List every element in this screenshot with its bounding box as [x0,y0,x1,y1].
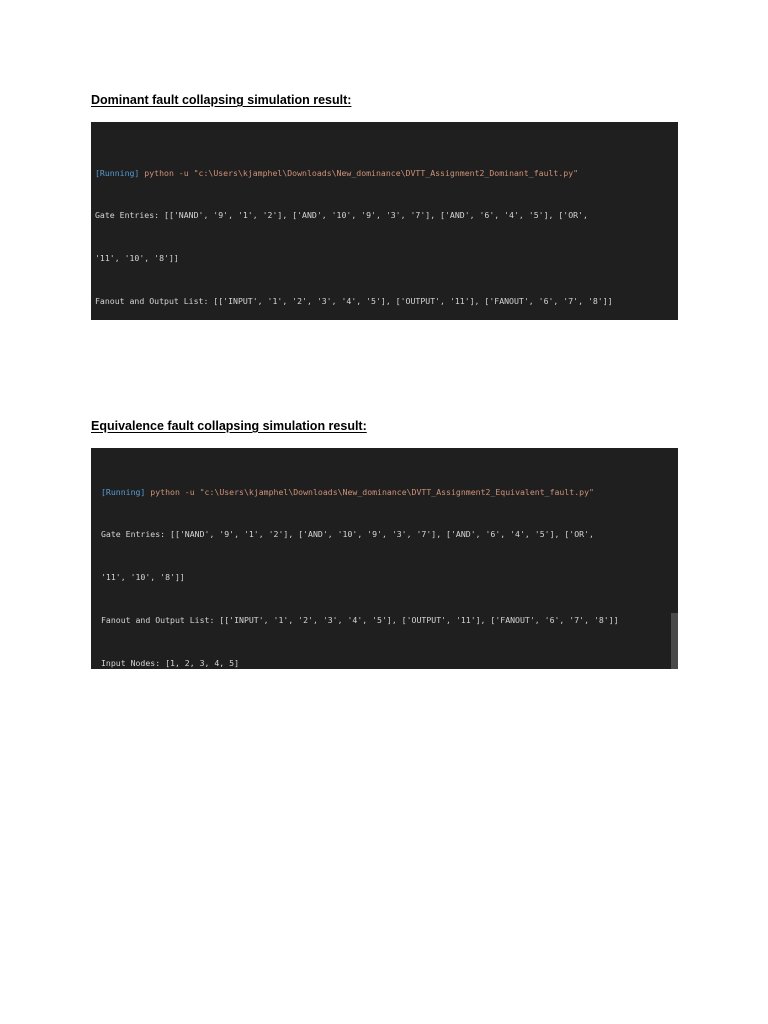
equivalence-terminal-text [91,448,678,669]
run-command: python -u "c:\Users\kjamphel\Downloads\New_dominance\DVTT_Assignment2_Equivalent_fault.py" [145,486,594,497]
dominant-section-heading: Dominant fault collapsing simulation result: [91,93,352,107]
output-line: Fanout and Output List: [['INPUT', '1', '2', '3', '4', '5'], ['OUTPUT', '11'], ['FANOUT', '6', '7', '8']] [101,615,619,626]
run-command: python -u "c:\Users\kjamphel\Downloads\New_dominance\DVTT_Assignment2_Dominant_fault.py" [139,167,579,178]
output-line: Gate Entries: [['NAND', '9', '1', '2'], ['AND', '10', '9', '3', '7'], ['AND', '6', '4', '5'], ['OR', [101,529,594,540]
output-line: Gate Entries: [['NAND', '9', '1', '2'], ['AND', '10', '9', '3', '7'], ['AND', '6', '4', '5'], ['OR', [95,210,588,221]
output-line: '11', '10', '8']] [95,253,179,264]
equivalence-terminal-output [91,448,678,669]
terminal-scrollbar[interactable] [671,613,678,669]
running-line [101,485,678,499]
running-tag: [Running] [95,167,140,178]
running-line [95,166,678,180]
dominant-terminal-text [91,122,678,320]
output-line: Input Nodes: [1, 2, 3, 4, 5] [101,658,240,669]
output-line: '11', '10', '8']] [101,572,185,583]
equivalence-section-heading: Equivalence fault collapsing simulation result: [91,419,367,433]
running-tag: [Running] [101,486,146,497]
output-line: Fanout and Output List: [['INPUT', '1', '2', '3', '4', '5'], ['OUTPUT', '11'], ['FANOUT', '6', '7', '8']] [95,296,613,307]
dominant-terminal-output [91,122,678,320]
